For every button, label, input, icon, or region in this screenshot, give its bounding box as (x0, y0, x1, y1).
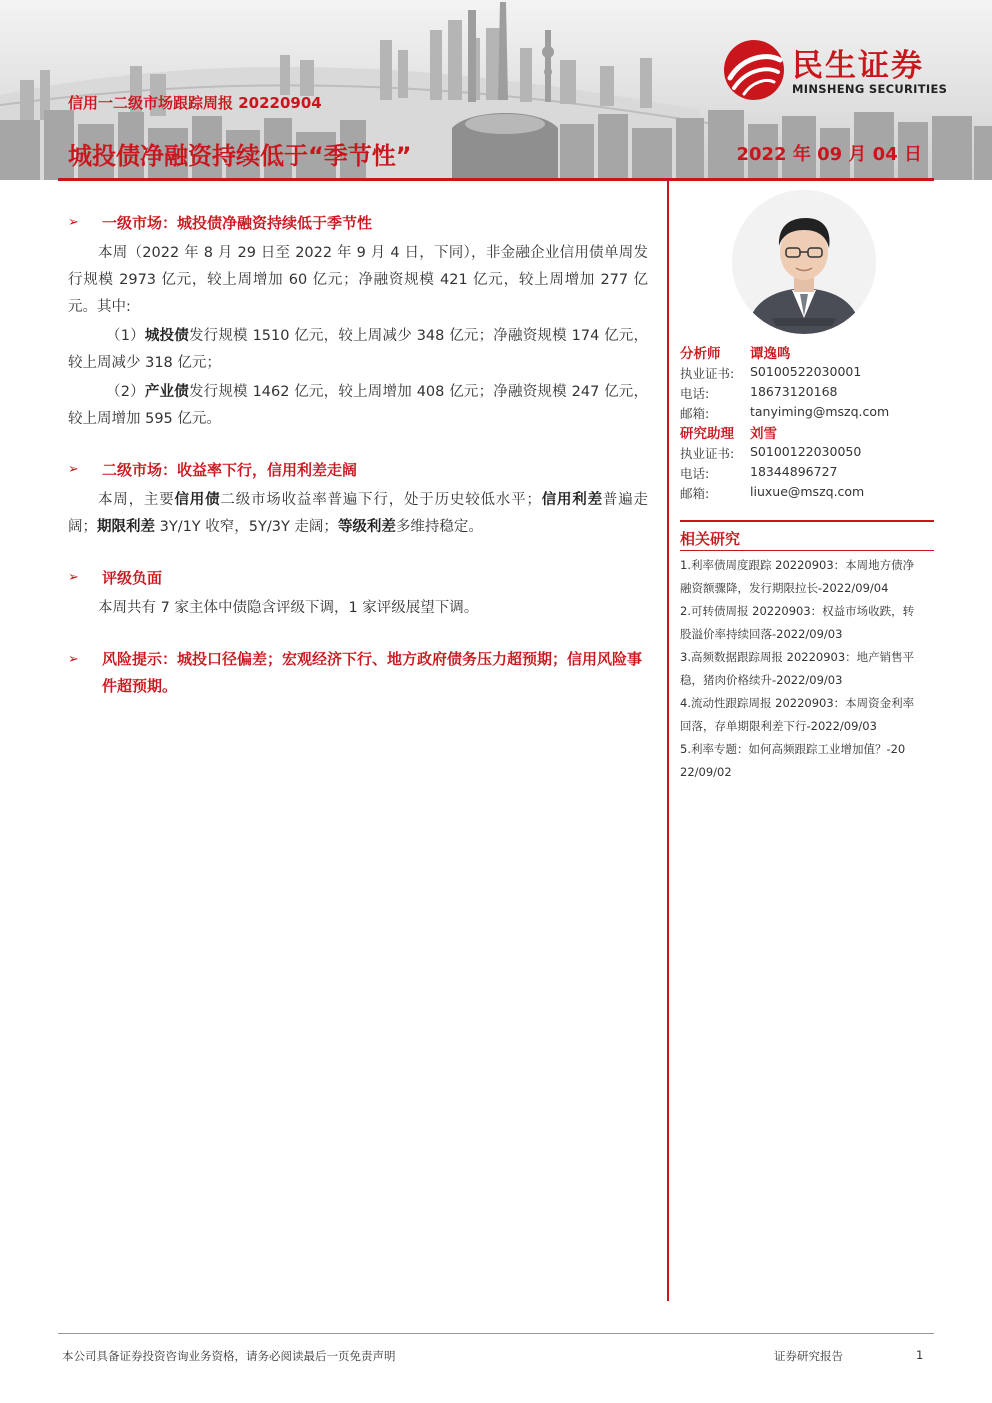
analyst-name: 谭逸鸣 (750, 346, 791, 362)
risk-warning: ➢ 风险提示：城投口径偏差；宏观经济下行、地方政府债务压力超预期；信用风险事件超预期。 (68, 646, 648, 700)
paragraph: 本周共有 7 家主体中债隐含评级下调，1 家评级展望下调。 (98, 600, 479, 616)
report-date: 2022 年 09 月 04 日 (736, 144, 922, 165)
paragraph-item: （2）产业债发行规模 1462 亿元，较上周增加 408 亿元；净融资规模 247 亿元，较上周增加 595 亿元。 (68, 384, 649, 427)
related-research-item[interactable]: 3.高频数据跟踪周报 20220903：地产销售平 (680, 650, 915, 664)
analyst-row: 分析师 谭逸鸣 (680, 342, 934, 362)
paragraph-item: （1）城投债发行规模 1510 亿元，较上周减少 348 亿元；净融资规模 174 亿元，较上周减少 318 亿元； (68, 328, 649, 371)
logo-text-en: MINSHENG SECURITIES (792, 82, 948, 96)
analyst-phone-row: 电话: 18673120168 (680, 384, 838, 401)
section-primary-market (68, 210, 648, 433)
page-number: 1 (916, 1348, 924, 1362)
column-divider (667, 181, 669, 1301)
section-secondary-market (68, 457, 648, 541)
related-research-item[interactable]: 2.可转债周报 20220903：权益市场收跌，转 (680, 604, 915, 618)
minsheng-logo-icon (722, 38, 786, 102)
chevron-right-icon: ➢ (68, 462, 79, 477)
analyst-email-link[interactable]: tanyiming@mszq.com (750, 404, 890, 419)
assistant-email-row: 邮箱: liuxue@mszq.com (680, 484, 865, 501)
related-research-item[interactable]: 4.流动性跟踪周报 20220903：本周资金利率 (680, 696, 915, 710)
related-research-item[interactable]: 22/09/02 (680, 765, 732, 779)
related-research-item[interactable]: 融资额骤降，发行期限拉长-2022/09/04 (680, 581, 889, 595)
main-content (68, 210, 648, 700)
paragraph: 本周（2022 年 8 月 29 日至 2022 年 9 月 4 日，下同），非金融企业信用债单周发行规模 2973 亿元，较上周增加 60 亿元；净融资规模 421 亿元，较上周增加 277 亿元。其中: (68, 245, 648, 315)
report-title: 城投债净融资持续低于“季节性” (68, 142, 412, 170)
related-research-rule (680, 550, 934, 551)
chevron-right-icon: ➢ (68, 570, 79, 585)
analyst-cert-row: 执业证书: S0100522030001 (680, 364, 862, 381)
related-research-item[interactable]: 1.利率债周度跟踪 20220903：本周地方债净 (680, 558, 915, 572)
assistant-phone-row: 电话: 18344896727 (680, 464, 838, 481)
chevron-right-icon: ➢ (68, 215, 79, 230)
analyst-info (680, 342, 934, 502)
related-research-list (680, 554, 930, 784)
related-research-item[interactable]: 5.利率专题：如何高频跟踪工业增加值？-20 (680, 742, 906, 756)
report-series: 信用一二级市场跟踪周报 20220904 (68, 94, 322, 112)
header-rule (58, 178, 934, 181)
assistant-cert-row: 执业证书: S0100122030050 (680, 444, 862, 461)
analyst-avatar-icon (732, 190, 876, 334)
section-risk-warning (68, 646, 648, 700)
footer-doc-type: 证券研究报告 (774, 1349, 843, 1363)
section-heading: ➢ 评级负面 (68, 565, 648, 591)
sidebar-rule (680, 520, 934, 522)
section-heading: ➢ 二级市场：收益率下行，信用利差走阔 (68, 457, 648, 483)
logo-text-cn: 民生证券 (792, 48, 924, 84)
related-research-item[interactable]: 稳，猪肉价格续升-2022/09/03 (680, 673, 843, 687)
assistant-name: 刘雪 (750, 426, 777, 442)
footer-disclaimer: 本公司具备证券投资咨询业务资格，请务必阅读最后一页免责声明 (62, 1349, 396, 1363)
paragraph: 本周，主要信用债二级市场收益率普遍下行，处于历史较低水平；信用利差普遍走阔；期限利差 3Y/1Y 收窄，5Y/3Y 走阔；等级利差多维持稳定。 (68, 492, 649, 535)
related-research-item[interactable]: 股溢价率持续回落-2022/09/03 (680, 627, 843, 641)
assistant-email-link[interactable]: liuxue@mszq.com (750, 484, 865, 499)
analyst-photo (732, 190, 876, 334)
related-research-title: 相关研究 (680, 530, 741, 548)
related-research-item[interactable]: 回落，存单期限利差下行-2022/09/03 (680, 719, 877, 733)
company-logo (722, 38, 962, 102)
assistant-row: 研究助理 刘雪 (680, 422, 934, 442)
chevron-right-icon: ➢ (68, 652, 79, 667)
section-heading: ➢ 一级市场：城投债净融资持续低于季节性 (68, 210, 648, 236)
section-rating-negative (68, 565, 648, 622)
footer-rule (58, 1333, 934, 1334)
analyst-email-row: 邮箱: tanyiming@mszq.com (680, 404, 890, 421)
